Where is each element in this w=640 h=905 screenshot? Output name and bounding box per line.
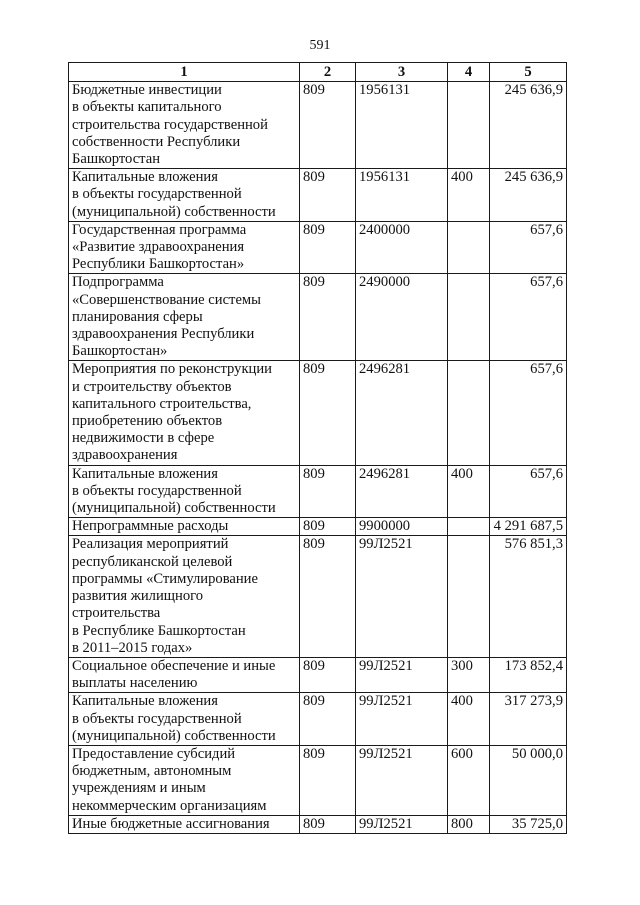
row-name: Государственная программа «Развитие здравоохранения Республики Башкортостан»: [69, 221, 300, 274]
row-ved: 809: [300, 657, 356, 692]
row-ved: 809: [300, 465, 356, 518]
row-csr: 2496281: [356, 465, 448, 518]
row-sum: 657,6: [490, 361, 567, 465]
row-sum: 657,6: [490, 221, 567, 274]
row-name: Капитальные вложения в объекты государственной (муниципальной) собственности: [69, 465, 300, 518]
row-vr: [448, 274, 490, 361]
row-ved: 809: [300, 536, 356, 657]
row-sum: 657,6: [490, 465, 567, 518]
header-col-1: 1: [69, 63, 300, 82]
row-ved: 809: [300, 169, 356, 222]
row-name: Капитальные вложения в объекты государственной (муниципальной) собственности: [69, 169, 300, 222]
table-row: [69, 536, 567, 657]
row-vr: [448, 361, 490, 465]
header-col-5: 5: [490, 63, 567, 82]
row-sum: 657,6: [490, 274, 567, 361]
table-row: [69, 657, 567, 692]
row-name: Реализация мероприятий республиканской целевой программы «Стимулирование развития жилищного строительства в Республике Башкортостан в 2011–2015 годах»: [69, 536, 300, 657]
row-vr: 400: [448, 693, 490, 746]
row-csr: 2490000: [356, 274, 448, 361]
header-col-4: 4: [448, 63, 490, 82]
row-name: Предоставление субсидий бюджетным, автономным учреждениям и иным некоммерческим организациям: [69, 745, 300, 815]
row-name: Мероприятия по реконструкции и строительству объектов капитального строительства, приобретению объектов недвижимости в сфере здравоохранения: [69, 361, 300, 465]
row-vr: 400: [448, 169, 490, 222]
page-number: 591: [309, 38, 331, 53]
row-vr: 300: [448, 657, 490, 692]
table-row: [69, 693, 567, 746]
table-row: [69, 745, 567, 815]
row-vr: 800: [448, 815, 490, 833]
row-ved: 809: [300, 82, 356, 169]
row-name: Непрограммные расходы: [69, 518, 300, 536]
row-ved: 809: [300, 815, 356, 833]
row-sum: 173 852,4: [490, 657, 567, 692]
row-csr: 9900000: [356, 518, 448, 536]
row-vr: [448, 221, 490, 274]
row-ved: 809: [300, 274, 356, 361]
row-vr: [448, 536, 490, 657]
table-row: [69, 518, 567, 536]
table-body: [69, 82, 567, 834]
row-sum: 4 291 687,5: [490, 518, 567, 536]
table-row: [69, 815, 567, 833]
row-vr: 400: [448, 465, 490, 518]
row-name: Бюджетные инвестиции в объекты капитального строительства государственной собственности Республики Башкортостан: [69, 82, 300, 169]
row-csr: 2496281: [356, 361, 448, 465]
row-csr: 2400000: [356, 221, 448, 274]
table-row: [69, 465, 567, 518]
row-csr: 99Л2521: [356, 745, 448, 815]
row-name: Иные бюджетные ассигнования: [69, 815, 300, 833]
row-ved: 809: [300, 361, 356, 465]
row-vr: [448, 82, 490, 169]
budget-table: [68, 62, 567, 834]
row-csr: 99Л2521: [356, 657, 448, 692]
row-csr: 99Л2521: [356, 536, 448, 657]
row-sum: 317 273,9: [490, 693, 567, 746]
table-row: [69, 361, 567, 465]
row-sum: 576 851,3: [490, 536, 567, 657]
row-csr: 99Л2521: [356, 693, 448, 746]
row-vr: [448, 518, 490, 536]
header-col-3: 3: [356, 63, 448, 82]
row-ved: 809: [300, 221, 356, 274]
header-col-2: 2: [300, 63, 356, 82]
table-row: [69, 274, 567, 361]
row-sum: 245 636,9: [490, 169, 567, 222]
row-ved: 809: [300, 693, 356, 746]
row-sum: 50 000,0: [490, 745, 567, 815]
row-csr: 99Л2521: [356, 815, 448, 833]
row-vr: 600: [448, 745, 490, 815]
row-ved: 809: [300, 745, 356, 815]
row-name: Капитальные вложения в объекты государственной (муниципальной) собственности: [69, 693, 300, 746]
table-header-row: [69, 63, 567, 82]
row-csr: 1956131: [356, 82, 448, 169]
table-row: [69, 169, 567, 222]
row-csr: 1956131: [356, 169, 448, 222]
row-ved: 809: [300, 518, 356, 536]
row-name: Социальное обеспечение и иные выплаты населению: [69, 657, 300, 692]
row-sum: 35 725,0: [490, 815, 567, 833]
row-name: Подпрограмма «Совершенствование системы планирования сферы здравоохранения Республики Башкортостан»: [69, 274, 300, 361]
table-row: [69, 82, 567, 169]
row-sum: 245 636,9: [490, 82, 567, 169]
table-row: [69, 221, 567, 274]
